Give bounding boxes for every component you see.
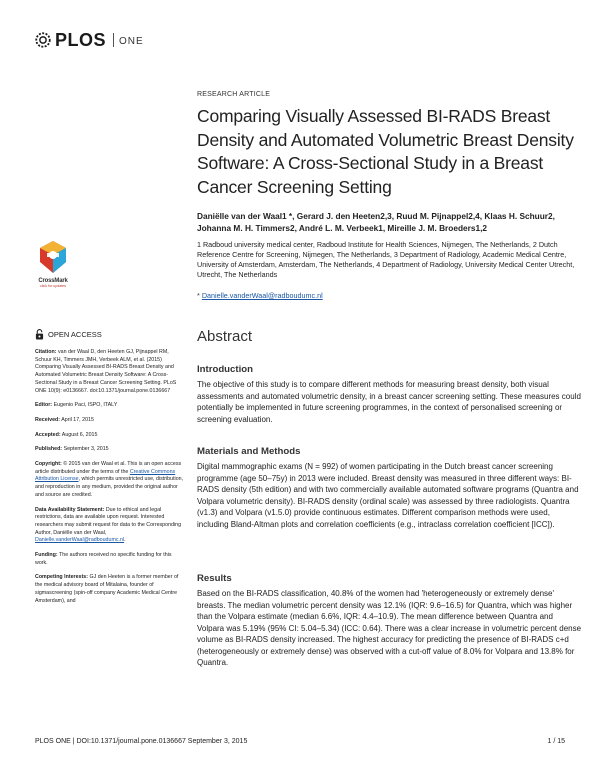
competing-interests-text: GJ den Heeten is a former member of the medical advisory board of Mitalaina, founder of sigmascreening (spin-off company Academic Medical Centre Amsterdam), and bbox=[35, 574, 179, 604]
results-text: Based on the BI-RADS classification, 40.8% of the women had 'heterogeneously or extremely dense' breasts. The median volumetric percent density was 12.1% (IQR: 9.6–16.5) for Quantra, which was higher than the Volpara estimate (median 6.6%, IQR: 4.4–10.9). The mean difference between Quantra and Volpara was 5.19% (95% CI: 5.04–5.34) (ICC: 0.64). There was a clear increase in volumetric percent dense volume as BI-RADS density increased. The highest accuracy for predicting the presence of BI-RADS c+d (heterogeneously or extremely dense) was observed with a cut-off value of 8.0% for Volpara and 13.8% for Quantra. bbox=[197, 589, 582, 667]
methods-section bbox=[197, 446, 582, 530]
results-heading: Results bbox=[197, 573, 232, 584]
introduction-section bbox=[197, 364, 582, 425]
published-block bbox=[35, 446, 185, 454]
open-access-badge bbox=[35, 329, 185, 340]
results-section bbox=[197, 573, 582, 669]
crossmark-label: CrossMark bbox=[38, 278, 68, 284]
page-number: 1 / 15 bbox=[547, 738, 565, 745]
logo-plos-text: PLOS bbox=[55, 29, 107, 50]
crossmark-sublabel: click for updates bbox=[40, 284, 66, 288]
data-availability-block bbox=[35, 507, 185, 546]
crossmark-badge[interactable] bbox=[36, 240, 70, 288]
accepted-text: August 6, 2015 bbox=[61, 431, 98, 438]
editor-text: Eugenio Paci, ISPO, ITALY bbox=[53, 402, 118, 409]
affiliations: 1 Radboud university medical center, Radboud Institute for Health Sciences, Nijmegen, The Netherlands, 2 Dutch Reference Centre for Screening, Nijmegen, The Netherlands, 3 Department of Radiology, Academic Medical Centre, University of Amsterdam, Amsterdam, The Netherlands, 4 Department of Radiology, University Medical Center Utrecht, Utrecht, The Netherlands bbox=[197, 240, 575, 279]
crossmark-icon bbox=[38, 240, 68, 274]
introduction-text: The objective of this study is to compare different methods for measuring breast density, both visual assessments and automated volumetric density, in a breast cancer screening setting. These measures could potentially be implemented in future screening programmes, in the context of personalised screening or screening evaluation. bbox=[197, 380, 581, 424]
introduction-heading: Introduction bbox=[197, 364, 253, 375]
license-link[interactable]: Creative Commons Attribution License bbox=[35, 468, 176, 483]
received-block bbox=[35, 417, 185, 425]
accepted-block bbox=[35, 432, 185, 440]
email-marker: * bbox=[197, 291, 200, 300]
editor-label: Editor: bbox=[35, 402, 53, 409]
copyright-block bbox=[35, 461, 185, 500]
citation-label: Citation: bbox=[35, 349, 57, 355]
logo-one-text: ONE bbox=[119, 35, 144, 47]
published-label: Published: bbox=[35, 446, 63, 453]
data-request-email-link[interactable]: Danielle.vanderWaal@radboudumc.nl bbox=[35, 537, 125, 544]
author-list: Daniëlle van der Waal1 *, Gerard J. den Heeten2,3, Ruud M. Pijnappel2,4, Klaas H. Schuur2, Johanna M. H. Timmers2, André L. M. Verbeek1, Mireille J. M. Broeders1,2 bbox=[197, 211, 555, 233]
page-footer bbox=[35, 738, 565, 745]
editor-block bbox=[35, 402, 185, 410]
copyright-label: Copyright: bbox=[35, 461, 62, 468]
open-access-label: OPEN ACCESS bbox=[48, 329, 102, 339]
funding-label: Funding: bbox=[35, 552, 58, 559]
corresponding-email bbox=[197, 291, 323, 300]
received-label: Received: bbox=[35, 416, 61, 423]
citation-block bbox=[35, 349, 185, 395]
article-title: Comparing Visually Assessed BI-RADS Breast Density and Automated Volumetric Breast Density Software: A Cross-Sectional Study in a Breast Cancer Screening Setting bbox=[197, 106, 574, 197]
open-lock-icon bbox=[35, 329, 44, 340]
published-text: September 3, 2015 bbox=[63, 446, 109, 453]
article-type: RESEARCH ARTICLE bbox=[197, 91, 271, 98]
competing-interests-label: Competing Interests: bbox=[35, 574, 88, 581]
copyright-text-end: , which permits unrestricted use, distribution, and reproduction in any medium, provided the original author and source are credited. bbox=[35, 476, 184, 498]
plos-one-logo[interactable] bbox=[34, 30, 144, 50]
abstract-heading: Abstract bbox=[197, 328, 253, 345]
data-availability-label: Data Availability Statement: bbox=[35, 506, 105, 513]
citation-text: van der Waal D, den Heeten GJ, Pijnappel RM, Schuur KH, Timmers JMH, Verbeek ALM, et al. (2015) Comparing Visually Assessed BI-RADS Breast Density and Automated Volumetric Breast Density Software: A Cross-Sectional Study in a Breast Cancer Screening Setting. PLoS ONE 10(9): e0136667. doi:10.1371/journal.pone.0136667 bbox=[35, 349, 177, 394]
data-availability-end: . bbox=[124, 537, 126, 544]
competing-interests-block bbox=[35, 574, 185, 605]
logo-divider bbox=[113, 33, 114, 47]
footer-citation: PLOS ONE | DOI:10.1371/journal.pone.0136667 September 3, 2015 bbox=[35, 738, 248, 745]
funding-text: The authors received no specific funding for this work. bbox=[35, 552, 172, 566]
methods-text: Digital mammographic exams (N = 992) of women participating in the Dutch breast cancer screening programme (age 50–75y) in 2013 were included. Breast density was measured in three different ways: BI-RADS density (5th edition) and with two commercially available automated software programs (Quantra and Volpara volumetric density). BI-RADS density (ordinal scale) was assessed by three radiologists. Quantra (v1.3) and Volpara (v1.5.0) provide continuous estimates. Different comparison methods were used, including Bland-Altman plots and correlation coefficients (e.g., intraclass correlation coefficient [ICC]). bbox=[197, 462, 579, 529]
received-text: April 17, 2015 bbox=[61, 416, 94, 423]
plos-logo-icon bbox=[34, 31, 52, 49]
copyright-text: © 2015 van der Waal et al. This is an open access article distributed under the terms of the bbox=[35, 461, 182, 475]
methods-heading: Materials and Methods bbox=[197, 446, 301, 457]
email-link[interactable]: Danielle.vanderWaal@radboudumc.nl bbox=[201, 291, 323, 300]
funding-block bbox=[35, 552, 185, 567]
article-sidebar bbox=[35, 329, 185, 612]
data-availability-text: Due to ethical and legal restrictions, data are available upon request. Interested researchers may submit request for data to the Corresponding Author, Daniëlle van der Waal, bbox=[35, 506, 182, 536]
accepted-label: Accepted: bbox=[35, 431, 61, 438]
